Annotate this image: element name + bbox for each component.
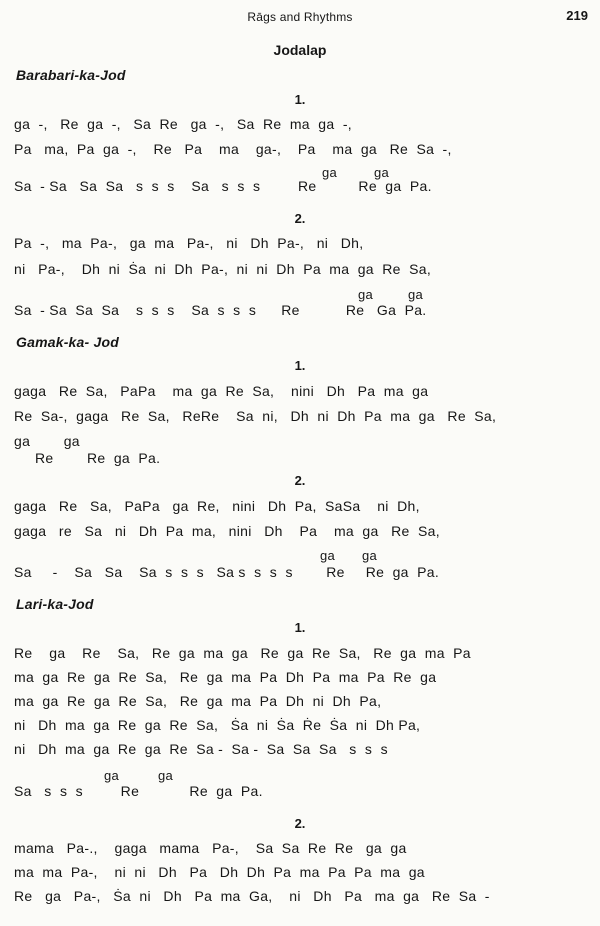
notation-line: ma ma Pa-, ni ni Dh Pa Dh Dh Pa ma Pa Pa ma ga	[14, 864, 425, 880]
notation-line: Pa -, ma Pa-, ga ma Pa-, ni Dh Pa-, ni Dh,	[14, 235, 364, 251]
grace-note: ga	[408, 287, 424, 302]
page-title: Jodalap	[273, 42, 327, 58]
part-number: 1.	[294, 92, 306, 107]
grace-note: ga	[158, 768, 174, 783]
part-number: 2.	[294, 211, 306, 226]
notation-line: Pa ma, Pa ga -, Re Pa ma ga-, Pa ma ga Re Sa -,	[14, 141, 452, 157]
notation-line: Re Sa-, gaga Re Sa, ReRe Sa ni, Dh ni Dh Pa ma ga Re Sa,	[14, 408, 497, 424]
page-number: 219	[566, 8, 588, 23]
notation-line: gaga re Sa ni Dh Pa ma, nini Dh Pa ma ga Re Sa,	[14, 523, 440, 539]
section-title-barabari: Barabari-ka-Jod	[16, 67, 126, 83]
notation-line: ni Dh ma ga Re ga Re Sa - Sa - Sa Sa Sa s s s	[14, 741, 388, 757]
notation-line: ni Pa-, Dh ni Ṡa ni Dh Pa-, ni ni Dh Pa ma ga Re Sa,	[14, 261, 432, 277]
grace-note: ga	[104, 768, 120, 783]
grace-note: ga	[320, 548, 336, 563]
notation-line: ni Dh ma ga Re ga Re Sa, Ṡa ni Ṡa Ṙe Ṡa ni Dh Pa,	[14, 717, 421, 733]
notation-line: gaga Re Sa, PaPa ma ga Re Sa, nini Dh Pa ma ga	[14, 383, 429, 399]
part-number: 2.	[294, 816, 306, 831]
notation-line: gaga Re Sa, PaPa ga Re, nini Dh Pa, SaSa ni Dh,	[14, 498, 420, 514]
notation-line: Sa - Sa Sa Sa s s s Sa s s s Re Re Ga Pa.	[14, 302, 427, 318]
notation-line: ma ga Re ga Re Sa, Re ga ma Pa Dh Pa ma Pa Re ga	[14, 669, 437, 685]
grace-note: ga	[322, 165, 338, 180]
notation-line: Re ga Pa-, Ṡa ni Dh Pa ma Ga, ni Dh Pa ma ga Re Sa -	[14, 888, 490, 904]
notation-line: Re Re ga Pa.	[14, 450, 161, 466]
notation-line: mama Pa-., gaga mama Pa-, Sa Sa Re Re ga ga	[14, 840, 407, 856]
section-title-gamak: Gamak-ka- Jod	[16, 334, 119, 350]
notation-line: Sa - Sa Sa Sa s s s Sa s s s Re Re ga Pa.	[14, 178, 432, 194]
part-number: 1.	[294, 620, 306, 635]
grace-note: ga	[362, 548, 378, 563]
notation-line: Sa s s s Re Re ga Pa.	[14, 783, 263, 799]
notation-line: Sa - Sa Sa Sa s s s Sa s s s s Re Re ga Pa.	[14, 564, 440, 580]
notation-line: ga -, Re ga -, Sa Re ga -, Sa Re ma ga -,	[14, 116, 352, 132]
part-number: 2.	[294, 473, 306, 488]
grace-note: ga	[358, 287, 374, 302]
notation-line: ga ga	[14, 433, 80, 449]
running-head: Rāgs and Rhythms	[247, 10, 353, 24]
section-title-lari: Lari-ka-Jod	[16, 596, 94, 612]
grace-note: ga	[374, 165, 390, 180]
notation-line: Re ga Re Sa, Re ga ma ga Re ga Re Sa, Re ga ma Pa	[14, 645, 471, 661]
notation-line: ma ga Re ga Re Sa, Re ga ma Pa Dh ni Dh Pa,	[14, 693, 382, 709]
part-number: 1.	[294, 358, 306, 373]
